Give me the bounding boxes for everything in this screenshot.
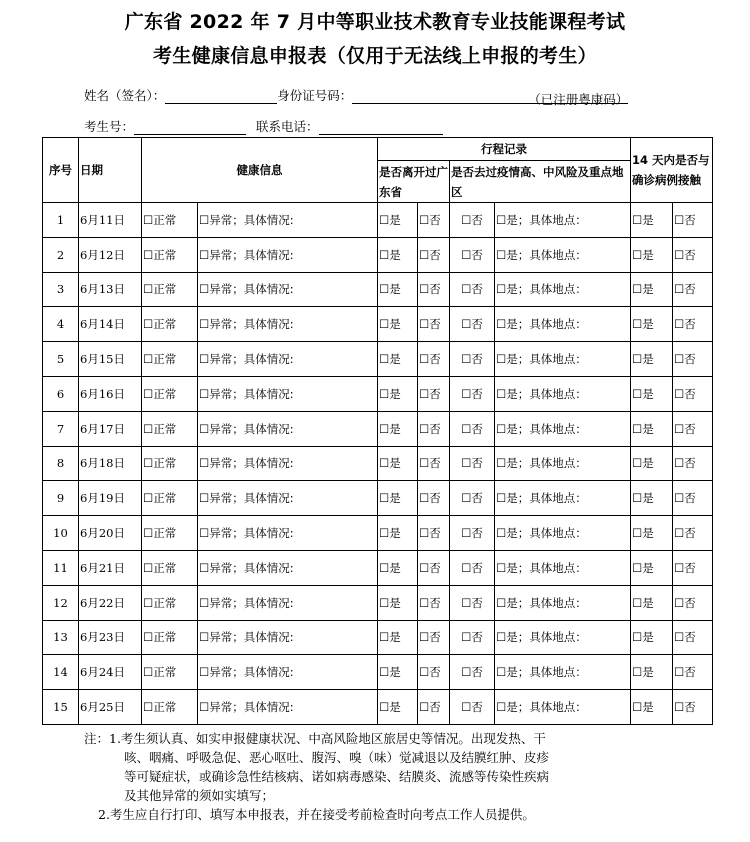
left-gd-no-checkbox[interactable]: ☐否: [418, 655, 450, 690]
health-abnormal-checkbox[interactable]: ☐异常；具体情况:: [198, 307, 378, 342]
risk-area-yes-checkbox[interactable]: ☐是；具体地点：: [495, 272, 631, 307]
health-abnormal-checkbox[interactable]: ☐异常；具体情况:: [198, 690, 378, 725]
table-row: [43, 307, 713, 342]
health-normal-checkbox[interactable]: ☐正常: [142, 342, 198, 377]
exam-no-label: 考生号：: [84, 119, 135, 134]
contact-no-checkbox[interactable]: ☐否: [673, 655, 713, 690]
row-seq: 15: [43, 690, 79, 725]
health-normal-checkbox[interactable]: ☐正常: [142, 203, 198, 238]
left-gd-no-checkbox[interactable]: ☐否: [418, 550, 450, 585]
health-abnormal-checkbox[interactable]: ☐异常；具体情况:: [198, 411, 378, 446]
row-date: 6月11日: [79, 203, 142, 238]
contact-yes-checkbox[interactable]: ☐是: [631, 550, 673, 585]
contact-no-checkbox[interactable]: ☐否: [673, 550, 713, 585]
table-row: [43, 550, 713, 585]
form-title-line2: 考生健康信息申报表（仅用于无法线上申报的考生）: [153, 45, 597, 67]
health-normal-checkbox[interactable]: ☐正常: [142, 272, 198, 307]
contact-no-checkbox[interactable]: ☐否: [673, 272, 713, 307]
contact-yes-checkbox[interactable]: ☐是: [631, 411, 673, 446]
table-row: [43, 690, 713, 725]
row-seq: 2: [43, 237, 79, 272]
row-seq: 1: [43, 203, 79, 238]
exam-no-field[interactable]: [134, 121, 246, 135]
row-date: 6月17日: [79, 411, 142, 446]
table-row: [43, 411, 713, 446]
left-gd-no-checkbox[interactable]: ☐否: [418, 237, 450, 272]
risk-area-no-checkbox[interactable]: ☐否: [450, 655, 495, 690]
left-gd-no-checkbox[interactable]: ☐否: [418, 516, 450, 551]
contact-no-checkbox[interactable]: ☐否: [673, 516, 713, 551]
health-normal-checkbox[interactable]: ☐正常: [142, 620, 198, 655]
risk-area-no-checkbox[interactable]: ☐否: [450, 411, 495, 446]
left-gd-yes-checkbox[interactable]: ☐是: [378, 550, 418, 585]
health-normal-checkbox[interactable]: ☐正常: [142, 481, 198, 516]
left-gd-yes-checkbox[interactable]: ☐是: [378, 307, 418, 342]
health-abnormal-checkbox[interactable]: ☐异常；具体情况:: [198, 446, 378, 481]
name-field[interactable]: [165, 90, 277, 104]
table-row: [43, 620, 713, 655]
left-gd-yes-checkbox[interactable]: ☐是: [378, 585, 418, 620]
health-normal-checkbox[interactable]: ☐正常: [142, 585, 198, 620]
left-gd-yes-checkbox[interactable]: ☐是: [378, 237, 418, 272]
left-gd-no-checkbox[interactable]: ☐否: [418, 620, 450, 655]
contact-row: [84, 117, 443, 135]
risk-area-yes-checkbox[interactable]: ☐是；具体地点：: [495, 237, 631, 272]
health-normal-checkbox[interactable]: ☐正常: [142, 516, 198, 551]
table-row: [43, 655, 713, 690]
contact-no-checkbox[interactable]: ☐否: [673, 690, 713, 725]
health-abnormal-checkbox[interactable]: ☐异常；具体情况:: [198, 620, 378, 655]
left-gd-yes-checkbox[interactable]: ☐是: [378, 690, 418, 725]
note-1-line3: 等可疑症状，或确诊急性结核病、诺如病毒感染、结膜炎、流感等传染性疾病: [124, 769, 550, 784]
risk-area-no-checkbox[interactable]: ☐否: [450, 481, 495, 516]
contact-yes-checkbox[interactable]: ☐是: [631, 620, 673, 655]
risk-area-no-checkbox[interactable]: ☐否: [450, 237, 495, 272]
left-gd-no-checkbox[interactable]: ☐否: [418, 342, 450, 377]
contact-no-checkbox[interactable]: ☐否: [673, 585, 713, 620]
header-contact: 14 天内是否与确诊病例接触: [631, 138, 713, 203]
risk-area-no-checkbox[interactable]: ☐否: [450, 203, 495, 238]
risk-area-yes-checkbox[interactable]: ☐是；具体地点：: [495, 376, 631, 411]
risk-area-no-checkbox[interactable]: ☐否: [450, 516, 495, 551]
contact-yes-checkbox[interactable]: ☐是: [631, 481, 673, 516]
table-row: [43, 481, 713, 516]
left-gd-no-checkbox[interactable]: ☐否: [418, 203, 450, 238]
contact-no-checkbox[interactable]: ☐否: [673, 376, 713, 411]
left-gd-no-checkbox[interactable]: ☐否: [418, 585, 450, 620]
left-gd-no-checkbox[interactable]: ☐否: [418, 376, 450, 411]
contact-yes-checkbox[interactable]: ☐是: [631, 376, 673, 411]
risk-area-no-checkbox[interactable]: ☐否: [450, 550, 495, 585]
row-date: 6月21日: [79, 550, 142, 585]
contact-no-checkbox[interactable]: ☐否: [673, 307, 713, 342]
health-abnormal-checkbox[interactable]: ☐异常；具体情况:: [198, 585, 378, 620]
risk-area-yes-checkbox[interactable]: ☐是；具体地点：: [495, 481, 631, 516]
left-gd-yes-checkbox[interactable]: ☐是: [378, 376, 418, 411]
risk-area-yes-checkbox[interactable]: ☐是；具体地点：: [495, 585, 631, 620]
contact-yes-checkbox[interactable]: ☐是: [631, 690, 673, 725]
risk-area-yes-checkbox[interactable]: ☐是；具体地点：: [495, 655, 631, 690]
left-gd-no-checkbox[interactable]: ☐否: [418, 307, 450, 342]
header-risk-area: 是否去过疫情高、中风险及重点地区: [450, 161, 631, 203]
contact-no-checkbox[interactable]: ☐否: [673, 481, 713, 516]
risk-area-yes-checkbox[interactable]: ☐是；具体地点：: [495, 411, 631, 446]
row-date: 6月14日: [79, 307, 142, 342]
header-date: 日期: [79, 138, 142, 203]
form-title-line1: 广东省 2022 年 7 月中等职业技术教育专业技能课程考试: [124, 11, 626, 33]
health-abnormal-checkbox[interactable]: ☐异常；具体情况:: [198, 342, 378, 377]
row-date: 6月18日: [79, 446, 142, 481]
header-seq: 序号: [43, 138, 79, 203]
row-seq: 5: [43, 342, 79, 377]
risk-area-no-checkbox[interactable]: ☐否: [450, 620, 495, 655]
row-date: 6月15日: [79, 342, 142, 377]
table-row: [43, 342, 713, 377]
phone-label: 联系电话：: [256, 119, 319, 134]
contact-no-checkbox[interactable]: ☐否: [673, 203, 713, 238]
row-seq: 7: [43, 411, 79, 446]
id-field[interactable]: [352, 90, 629, 107]
contact-no-checkbox[interactable]: ☐否: [673, 446, 713, 481]
risk-area-no-checkbox[interactable]: ☐否: [450, 342, 495, 377]
header-trip: 行程记录: [378, 138, 631, 161]
note-2: 2.考生应自行打印、填写本申报表，并在接受考前检查时向考点工作人员提供。: [98, 807, 535, 822]
left-gd-yes-checkbox[interactable]: ☐是: [378, 620, 418, 655]
row-seq: 13: [43, 620, 79, 655]
left-gd-yes-checkbox[interactable]: ☐是: [378, 655, 418, 690]
contact-yes-checkbox[interactable]: ☐是: [631, 307, 673, 342]
left-gd-yes-checkbox[interactable]: ☐是: [378, 342, 418, 377]
row-seq: 11: [43, 550, 79, 585]
table-row: [43, 203, 713, 238]
row-seq: 6: [43, 376, 79, 411]
risk-area-no-checkbox[interactable]: ☐否: [450, 307, 495, 342]
contact-yes-checkbox[interactable]: ☐是: [631, 203, 673, 238]
note-1-line1: 注：1.考生须认真、如实申报健康状况、中高风险地区旅居史等情况。出现发热、干: [84, 731, 546, 746]
risk-area-no-checkbox[interactable]: ☐否: [450, 585, 495, 620]
contact-yes-checkbox[interactable]: ☐是: [631, 237, 673, 272]
row-date: 6月19日: [79, 481, 142, 516]
contact-no-checkbox[interactable]: ☐否: [673, 620, 713, 655]
health-normal-checkbox[interactable]: ☐正常: [142, 690, 198, 725]
risk-area-yes-checkbox[interactable]: ☐是；具体地点：: [495, 690, 631, 725]
health-abnormal-checkbox[interactable]: ☐异常；具体情况:: [198, 272, 378, 307]
table-row: [43, 376, 713, 411]
row-date: 6月22日: [79, 585, 142, 620]
table-row: [43, 237, 713, 272]
health-abnormal-checkbox[interactable]: ☐异常；具体情况:: [198, 376, 378, 411]
table-row: [43, 446, 713, 481]
row-seq: 9: [43, 481, 79, 516]
row-date: 6月24日: [79, 655, 142, 690]
health-normal-checkbox[interactable]: ☐正常: [142, 655, 198, 690]
left-gd-no-checkbox[interactable]: ☐否: [418, 481, 450, 516]
row-seq: 3: [43, 272, 79, 307]
identity-row: [84, 86, 629, 107]
row-date: 6月20日: [79, 516, 142, 551]
health-normal-checkbox[interactable]: ☐正常: [142, 550, 198, 585]
risk-area-no-checkbox[interactable]: ☐否: [450, 376, 495, 411]
left-gd-yes-checkbox[interactable]: ☐是: [378, 203, 418, 238]
row-seq: 12: [43, 585, 79, 620]
risk-area-no-checkbox[interactable]: ☐否: [450, 272, 495, 307]
health-abnormal-checkbox[interactable]: ☐异常；具体情况:: [198, 655, 378, 690]
health-normal-checkbox[interactable]: ☐正常: [142, 446, 198, 481]
id-note: （已注册粤康码）: [528, 92, 629, 107]
risk-area-yes-checkbox[interactable]: ☐是；具体地点：: [495, 203, 631, 238]
row-date: 6月12日: [79, 237, 142, 272]
risk-area-yes-checkbox[interactable]: ☐是；具体地点：: [495, 307, 631, 342]
phone-field[interactable]: [319, 121, 443, 135]
contact-yes-checkbox[interactable]: ☐是: [631, 446, 673, 481]
health-abnormal-checkbox[interactable]: ☐异常；具体情况:: [198, 203, 378, 238]
health-normal-checkbox[interactable]: ☐正常: [142, 237, 198, 272]
health-declaration-table: [42, 137, 713, 725]
left-gd-yes-checkbox[interactable]: ☐是: [378, 481, 418, 516]
health-normal-checkbox[interactable]: ☐正常: [142, 376, 198, 411]
contact-yes-checkbox[interactable]: ☐是: [631, 655, 673, 690]
health-abnormal-checkbox[interactable]: ☐异常；具体情况:: [198, 516, 378, 551]
left-gd-yes-checkbox[interactable]: ☐是: [378, 272, 418, 307]
row-date: 6月16日: [79, 376, 142, 411]
row-date: 6月25日: [79, 690, 142, 725]
name-label: 姓名（签名）：: [84, 88, 166, 103]
left-gd-no-checkbox[interactable]: ☐否: [418, 690, 450, 725]
risk-area-yes-checkbox[interactable]: ☐是；具体地点：: [495, 516, 631, 551]
health-abnormal-checkbox[interactable]: ☐异常；具体情况:: [198, 550, 378, 585]
risk-area-yes-checkbox[interactable]: ☐是；具体地点：: [495, 550, 631, 585]
contact-no-checkbox[interactable]: ☐否: [673, 342, 713, 377]
contact-yes-checkbox[interactable]: ☐是: [631, 585, 673, 620]
left-gd-yes-checkbox[interactable]: ☐是: [378, 516, 418, 551]
left-gd-no-checkbox[interactable]: ☐否: [418, 446, 450, 481]
contact-yes-checkbox[interactable]: ☐是: [631, 272, 673, 307]
header-left-gd: 是否离开过广东省: [378, 161, 450, 203]
table-row: [43, 585, 713, 620]
note-1-line4: 及其他异常的须如实填写；: [124, 788, 275, 803]
contact-no-checkbox[interactable]: ☐否: [673, 411, 713, 446]
risk-area-no-checkbox[interactable]: ☐否: [450, 446, 495, 481]
row-date: 6月23日: [79, 620, 142, 655]
health-abnormal-checkbox[interactable]: ☐异常；具体情况:: [198, 237, 378, 272]
health-abnormal-checkbox[interactable]: ☐异常；具体情况:: [198, 481, 378, 516]
left-gd-yes-checkbox[interactable]: ☐是: [378, 446, 418, 481]
row-date: 6月13日: [79, 272, 142, 307]
table-row: [43, 272, 713, 307]
header-health: 健康信息: [142, 138, 378, 203]
id-label: 身份证号码：: [277, 88, 353, 103]
notes: [84, 729, 724, 824]
risk-area-yes-checkbox[interactable]: ☐是；具体地点：: [495, 620, 631, 655]
risk-area-yes-checkbox[interactable]: ☐是；具体地点：: [495, 446, 631, 481]
risk-area-yes-checkbox[interactable]: ☐是；具体地点：: [495, 342, 631, 377]
health-normal-checkbox[interactable]: ☐正常: [142, 307, 198, 342]
left-gd-no-checkbox[interactable]: ☐否: [418, 272, 450, 307]
left-gd-yes-checkbox[interactable]: ☐是: [378, 411, 418, 446]
row-seq: 14: [43, 655, 79, 690]
row-seq: 8: [43, 446, 79, 481]
left-gd-no-checkbox[interactable]: ☐否: [418, 411, 450, 446]
contact-yes-checkbox[interactable]: ☐是: [631, 342, 673, 377]
table-row: [43, 516, 713, 551]
row-seq: 10: [43, 516, 79, 551]
row-seq: 4: [43, 307, 79, 342]
health-normal-checkbox[interactable]: ☐正常: [142, 411, 198, 446]
note-1-line2: 咳、咽痛、呼吸急促、恶心呕吐、腹泻、嗅（味）觉减退以及结膜红肿、皮疹: [124, 750, 550, 765]
contact-yes-checkbox[interactable]: ☐是: [631, 516, 673, 551]
risk-area-no-checkbox[interactable]: ☐否: [450, 690, 495, 725]
contact-no-checkbox[interactable]: ☐否: [673, 237, 713, 272]
